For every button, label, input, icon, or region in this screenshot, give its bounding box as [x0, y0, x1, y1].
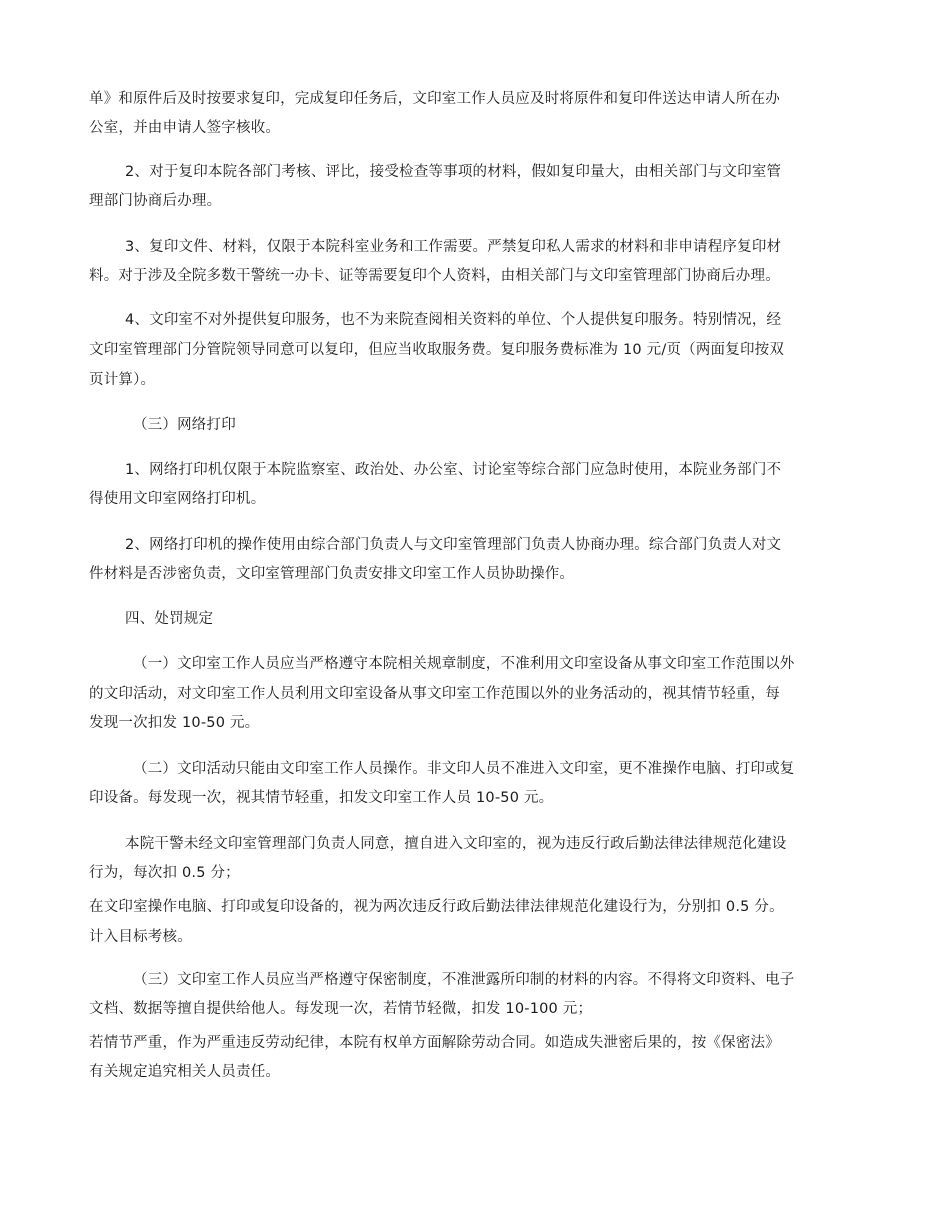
text-line: 有关规定追究相关人员责任。 — [89, 1064, 281, 1080]
text-line: 单》和原件后及时按要求复印，完成复印任务后，文印室工作人员应及时将原件和复印件送达申请人所在办 — [89, 91, 780, 107]
text-line: 公室，并由申请人签字核收。 — [89, 120, 281, 136]
text-line: 的文印活动，对文印室工作人员利用文印室设备从事文印室工作范围以外的业务活动的，视其情节轻重，每 — [89, 686, 780, 702]
text-line: （二）文印活动只能由文印室工作人员操作。非文印人员不准进入文印室，更不准操作电脑、打印或复 — [133, 761, 795, 777]
text-line: 2、对于复印本院各部门考核、评比，接受检查等事项的材料，假如复印量大，由相关部门与文印室管 — [125, 164, 782, 180]
text-line: 4、文印室不对外提供复印服务，也不为来院查阅相关资料的单位、个人提供复印服务。特别情况，经 — [125, 312, 782, 328]
text-line: 在文印室操作电脑、打印或复印设备的，视为两次违反行政后勤法律法律规范化建设行为，分别扣 0.5 分。 — [89, 899, 784, 915]
text-line: 页计算）。 — [89, 372, 156, 388]
text-line: 文印室管理部门分管院领导同意可以复印，但应当收取服务费。复印服务费标准为 10 元/页（两面复印按双 — [89, 342, 785, 358]
text-line: 件材料是否涉密负责，文印室管理部门负责安排文印室工作人员协助操作。 — [89, 566, 575, 582]
text-line: 理部门协商后办理。 — [89, 193, 222, 209]
text-line: 文档、数据等擅自提供给他人。每发现一次，若情节轻微，扣发 10-100 元； — [89, 1001, 593, 1017]
text-line: 2、网络打印机的操作使用由综合部门负责人与文印室管理部门负责人协商办理。综合部门负责人对文 — [125, 537, 782, 553]
text-line: 计入目标考核。 — [89, 929, 192, 945]
text-line: 本院干警未经文印室管理部门负责人同意，擅自进入文印室的，视为违反行政后勤法律法律规范化建设 — [125, 836, 787, 852]
text-line: 3、复印文件、材料，仅限于本院科室业务和工作需要。严禁复印私人需求的材料和非申请程序复印材 — [125, 239, 782, 255]
text-line: 发现一次扣发 10-50 元。 — [89, 715, 260, 731]
text-line: （一）文印室工作人员应当严格遵守本院相关规章制度，不准利用文印室设备从事文印室工作范围以外 — [133, 656, 795, 672]
text-line: 若情节严重，作为严重违反劳动纪律，本院有权单方面解除劳动合同。如造成失泄密后果的，按《保密法》 — [89, 1035, 780, 1051]
text-line: 印设备。每发现一次，视其情节轻重，扣发文印室工作人员 10-50 元。 — [89, 790, 554, 806]
text-line: 料。对于涉及全院多数干警统一办卡、证等需要复印个人资料，由相关部门与文印室管理部门协商后办理。 — [89, 268, 780, 284]
text-line: 得使用文印室网络打印机。 — [89, 491, 266, 507]
section-heading: 四、处罚规定 — [125, 611, 214, 627]
text-line: 行为，每次扣 0.5 分； — [89, 865, 240, 881]
text-line: 1、网络打印机仅限于本院监察室、政治处、办公室、讨论室等综合部门应急时使用，本院业务部门不 — [125, 462, 782, 478]
text-line: （三）文印室工作人员应当严格遵守保密制度，不准泄露所印制的材料的内容。不得将文印资料、电子 — [133, 972, 795, 988]
section-heading: （三）网络打印 — [133, 417, 236, 433]
